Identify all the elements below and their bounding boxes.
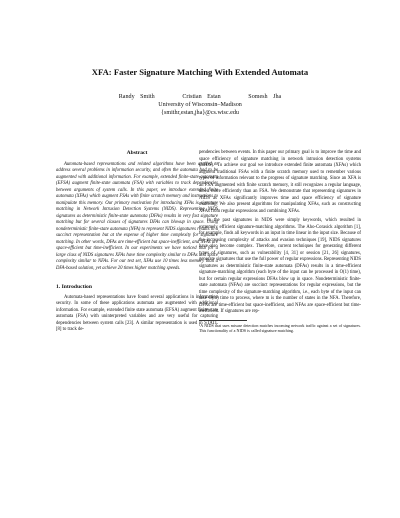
right-paragraph-1: pendencies between events. In this paper our primary goal is to improve the time and space efficiency of signature matching in network intrusion detection systems (NIDS).¹ To achieve our goal we introduce extended finite automata (XFAs) which augment traditional FSAs with a finite scratch memory used to remember various types of information relevant to the progress of signature matching. Since an XFA is an FSA augmented with finite scratch memory, it still recognizes a regular language, albeit more efficiently than an FSA. We demonstrate that representing signatures in NIDS as XFAs significantly improves time and space efficiency of signature matching. We also present algorithms for manipulating XFAs, such as constructing XFAs from regular expressions and combining XFAs. [199,150,361,214]
author-affiliation: University of Wisconsin–Madison [158,102,242,109]
left-column [56,150,218,334]
author-names: Randy Smith Cristian Estan Somesh Jha [118,94,282,100]
footnote-rule [199,320,247,321]
abstract-heading: Abstract [126,150,148,156]
author-email: {smithr,estan,jha}@cs.wisc.edu [161,110,239,117]
footnote: ¹A NIDS that uses misuse detection matches incoming network traffic against a set of signatures. This functionality of a NIDS is called signature matching. [199,322,361,333]
introduction-paragraph: Automata-based representations have found several applications in information security. In some of these applications automata are augmented with additional information. For example, extended finite state automata (EFSA) augment finite-state automata (FSA) with uninterpreted variables and are very useful for capturing dependencies between system calls [23]. A similar representation is used in STATL [8] to track de- [56,294,218,332]
paper-title: XFA: Faster Signature Matching With Extended Automata [91,67,309,77]
introduction-heading: 1. Introduction [56,284,92,290]
abstract-text: Automata-based representations and related algorithms have been applied to address several problems in information security, and often the automata had to be augmented with additional information. For example, extended finite-state automata (EFSA) augment finite-state automata (FSA) with variables to track dependencies between arguments of system calls. In this paper, we introduce extended finite automata (XFAs) which augment FSAs with finite scratch memory and instructions to manipulate this memory. Our primary motivation for introducing XFAs is signature matching in Network Intrusion Detection Systems (NIDS). Representing NIDS signatures as deterministic finite-state automata (DFAs) results in very fast signature matching but for several classes of signatures DFAs can blowup in space. Using nondeterministic finite-state automata (NFA) to represent NIDS signatures results in a succinct representation but at the expense of higher time complexity for signature matching. In other words, DFAs are time-efficient but space-inefficient, and NFAs are space-efficient but time-inefficient. In our experiments we have noticed that for a large class of NIDS signatures XFAs have time complexity similar to DFAs and space complexity similar to NFAs. For our test set, XFAs use 10 times less memory than a DFA-based solution, yet achieve 20 times higher matching speeds. [56,161,218,271]
author-block [0,93,400,117]
right-column [199,150,361,333]
right-paragraph-2: In the past signatures in NIDS were simply keywords, which resulted in extremely efficient signature-matching algorithms. The Aho-Corasick algorithm [1], for example, finds all keywords in an input in time linear in the input size. Because of the increasing complexity of attacks and evasion techniques [19], NIDS signatures have also become complex. Therefore, current techniques for generating different types of signatures, such as vulnerability [4, 31] or session [21, 26] signatures, generate signatures that use the full power of regular expressions. Representing NIDS signatures as deterministic finite-state automata (DFAs) results in a time-efficient signature-matching algorithm (each byte of the input can be processed in O(1) time), but for certain regular expressions DFAs blow up in space. Nondeterministic finite-state automata (NFAs) are succinct representations for regular expressions, but the time complexity of the signature-matching algorithm, i.e., each byte of the input can take O(m) time to process, where m is the number of states in the NFA. Therefore, DFAs are time-efficient but space-inefficient, and NFAs are space-efficient but time-inefficient. If signatures are rep- [199,218,361,314]
